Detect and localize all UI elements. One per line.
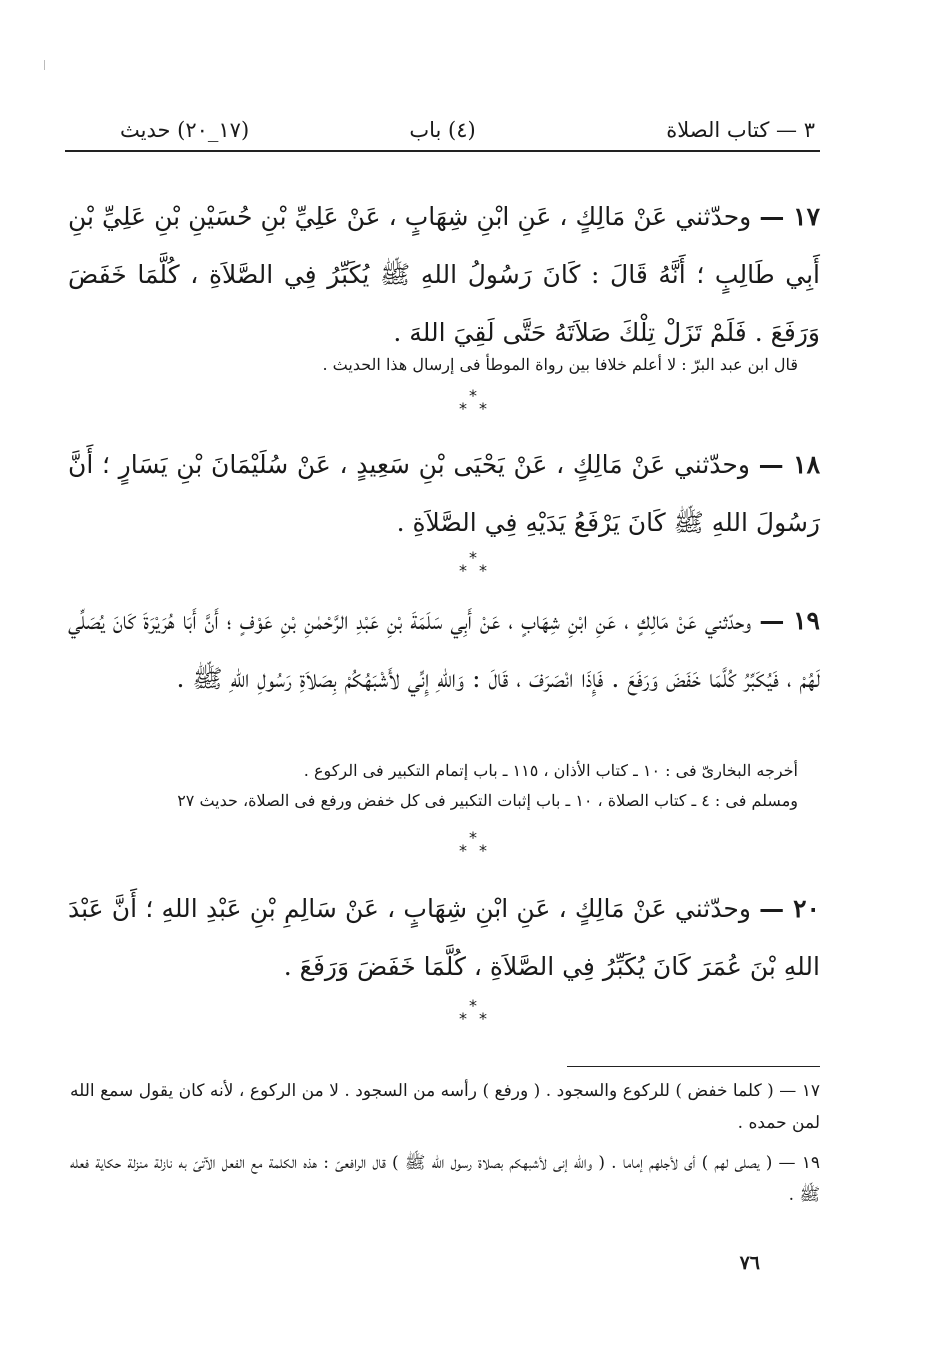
separator-1 [0, 388, 948, 418]
hadith-20 [68, 880, 820, 996]
margin-mark [44, 60, 45, 70]
hadith-19-number: ١٩ — [759, 606, 820, 635]
footnotes [70, 1075, 820, 1219]
footnote-rule [567, 1066, 820, 1067]
hadith-19-note-muslim: ومسلم فى : ٤ ـ كتاب الصلاة ، ١٠ ـ باب إثبات التكبير فى كل خفض ورفع فى الصلاة، حديث ٢٧ [177, 791, 798, 810]
hadith-19-block [68, 592, 820, 708]
footnote-17: ١٧ — ( كلما خفض ) للركوع والسجود . ( ورفع ) رأسه من السجود . لا من الركوع ، لأنه كان يقول سمع الله لمن حمده . [70, 1081, 820, 1133]
hadith-17-block [68, 188, 820, 362]
page-number: ٧٦ [739, 1252, 760, 1274]
hadith-20-text: وحدّثني عَنْ مَالِكٍ ، عَنِ ابْنِ شِهَابٍ ، عَنْ سَالِمِ بْنِ عَبْدِ اللهِ ؛ أَنَّ عَبْدَ اللهِ بْنَ عُمَرَ كَانَ يُكَبِّرُ فِي الصَّلاَةِ ، كُلَّمَا خَفَضَ وَرَفَعَ . [68, 894, 820, 981]
running-header [65, 116, 820, 152]
hadith-17 [68, 188, 820, 362]
hadith-19-text: وحدّثني عَنْ مَالِكٍ ، عَنِ ابْنِ شِهَابٍ ، عَنْ أَبِي سَلَمَةَ بْنِ عَبْدِ الرَّحْمٰنِ بْنِ عَوْفٍ ؛ أَنَّ أَبَا هُرَيْرَةَ كَانَ يُصَلِّي لَهُمْ ، فَيُكَبِّرُ كُلَّمَا خَفَضَ وَرَفَعَ . فَإِذَا انْصَرَفَ ، قَالَ : وَاللهِ إِنِّي لأَشْبَهُكُمْ بِصَلاَةِ رَسُولِ اللهِ ﷺ . [68, 606, 820, 693]
asterism-icon: * * * [459, 828, 487, 860]
hadith-19-note-bukhari: أخرجه البخارىّ فى : ١٠ ـ كتاب الأذان ، ١١٥ ـ باب إتمام التكبير فى الركوع . [303, 761, 798, 780]
hadith-20-number: ٢٠ — [759, 894, 820, 923]
separator-3 [0, 830, 948, 860]
header-hadith-range: (١٧_٢٠) حديث [120, 118, 250, 142]
separator-2 [0, 550, 948, 580]
asterism-icon: * * * [459, 996, 487, 1028]
hadith-18 [68, 436, 820, 552]
hadith-17-number: ١٧ — [759, 202, 820, 231]
separator-4 [0, 998, 948, 1028]
footnote-19: ١٩ — ( يصلى لهم ) أى لأجلهم إماما . ( والله إنى لأشبهكم بصلاة رسول الله ﷺ ) قال الرافعىّ : هذه الكلمة مع الفعل الآتىّ به نازلة منزلة حكاية فعله ﷺ . [70, 1153, 820, 1205]
hadith-20-block [68, 880, 820, 996]
hadith-17-text: وحدّثني عَنْ مَالِكٍ ، عَنِ ابْنِ شِهَابٍ ، عَنْ عَلِيِّ بْنِ حُسَيْنِ بْنِ عَلِيِّ بْنِ أَبِي طَالِبٍ ؛ أَنَّهُ قَالَ : كَانَ رَسُولُ اللهِ ﷺ يُكَبِّرُ فِي الصَّلاَةِ ، كُلَّمَا خَفَضَ وَرَفَعَ . فَلَمْ تَزَلْ تِلْكَ صَلاَتَهُ حَتَّى لَقِيَ اللهَ . [68, 202, 820, 347]
asterism-icon: * * * [459, 386, 487, 418]
header-book-title: ٣ — كتاب الصلاة [666, 118, 815, 142]
hadith-19-notes-block [68, 756, 820, 816]
hadith-17-note: قال ابن عبد البرّ : لا أعلم خلافا بين رواة الموطأ فى إرسال هذا الحديث . [322, 355, 798, 374]
asterism-icon: * * * [459, 548, 487, 580]
hadith-18-block [68, 436, 820, 552]
hadith-19 [68, 592, 820, 708]
hadith-17-note-block [68, 350, 820, 380]
header-chapter: (٤) باب [409, 118, 476, 142]
hadith-18-text: وحدّثني عَنْ مَالِكٍ ، عَنْ يَحْيَى بْنِ سَعِيدٍ ، عَنْ سُلَيْمَانَ بْنِ يَسَارٍ ؛ أَنَّ رَسُولَ اللهِ ﷺ كَانَ يَرْفَعُ يَدَيْهِ فِي الصَّلاَةِ . [68, 450, 820, 537]
hadith-18-number: ١٨ — [758, 450, 820, 479]
